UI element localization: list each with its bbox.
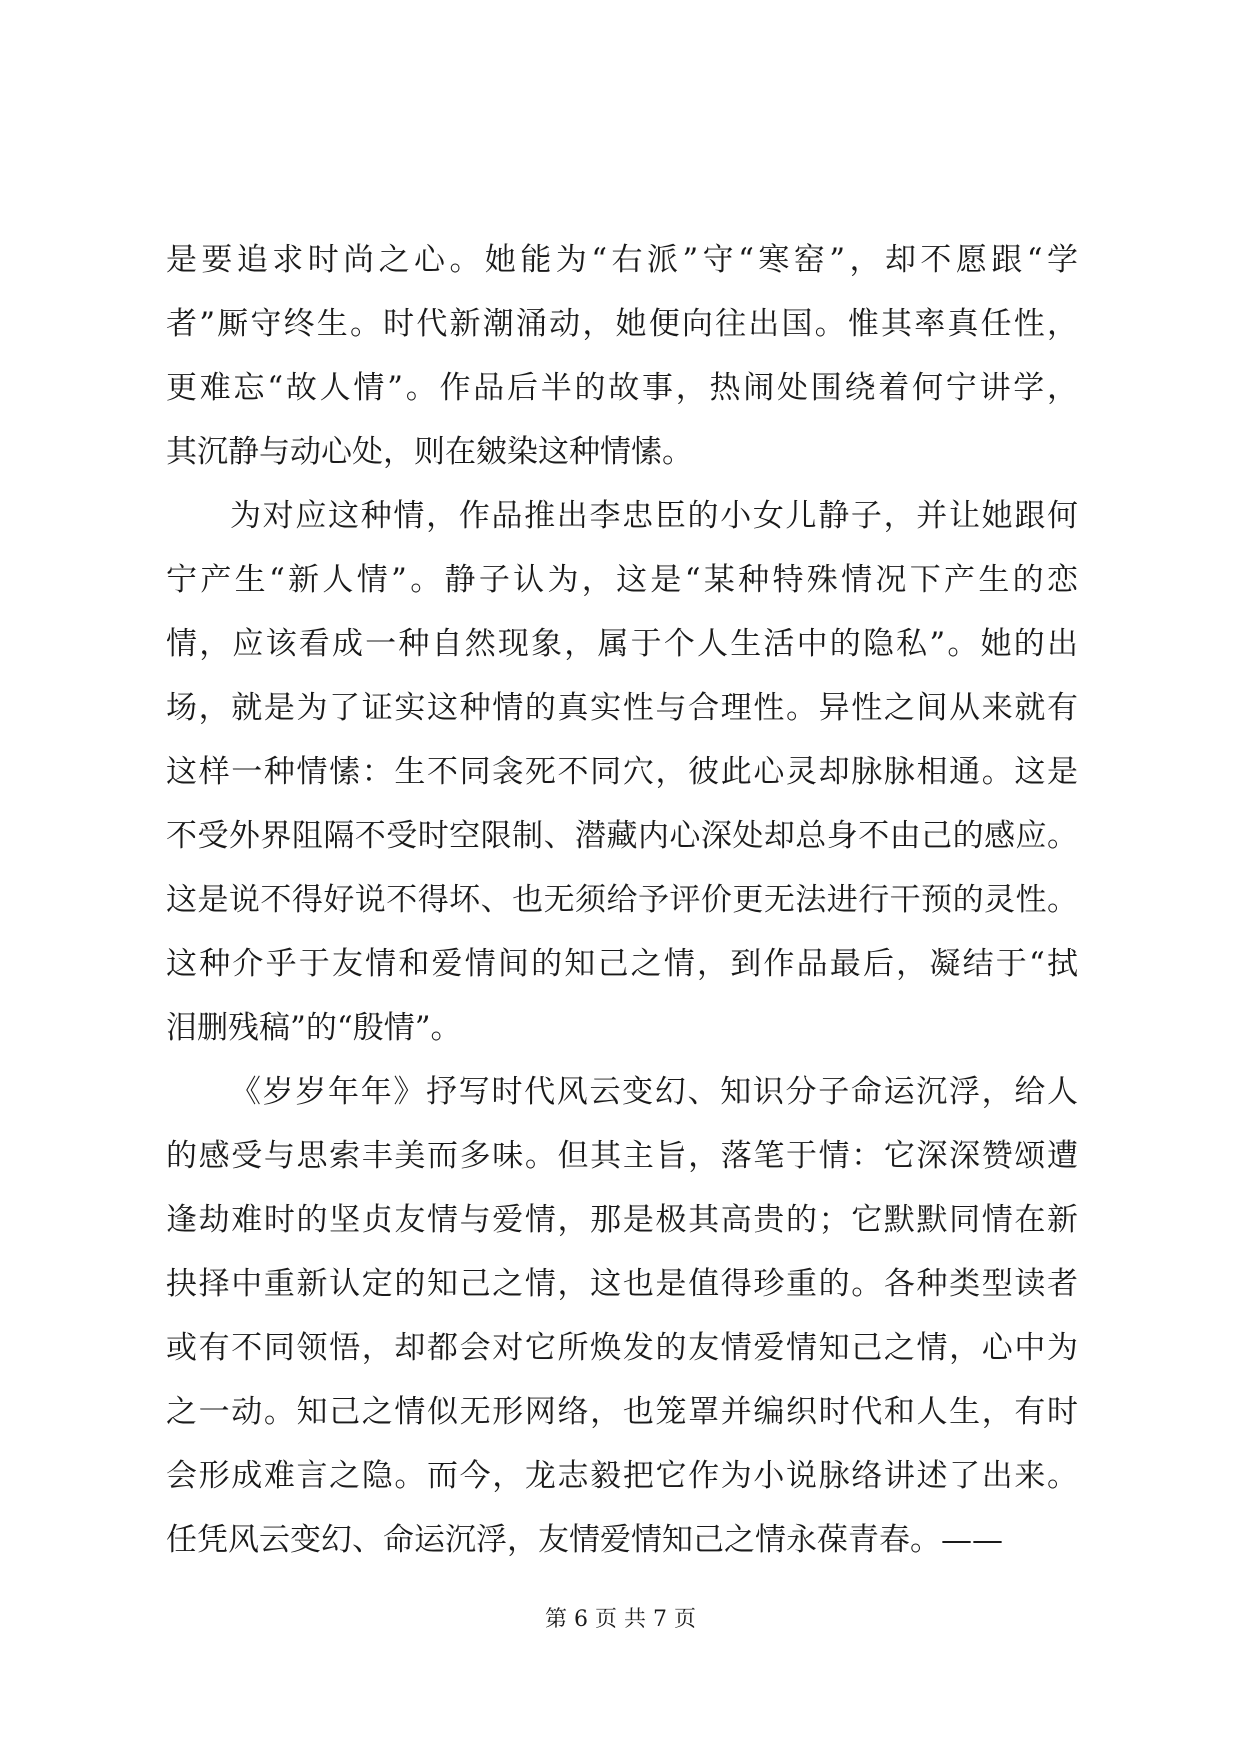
text-line: 的感受与思索丰美而多味。但其主旨，落笔于情：它深深赞颂遭 [166,1138,1078,1174]
text-line: 或有不同领悟，却都会对它所焕发的友情爱情知己之情，心中为 [166,1330,1078,1366]
text-line: 泪删残稿”的“殷情”。 [166,1010,462,1046]
text-line: 更难忘“故人情”。作品后半的故事，热闹处围绕着何宁讲学， [166,370,1078,406]
paragraph-continued [166,228,1078,484]
paragraph [166,484,1078,1060]
text-line: 这种介乎于友情和爱情间的知己之情，到作品最后，凝结于“拭 [166,946,1078,982]
text-line: 者”厮守终生。时代新潮涌动，她便向往出国。惟其率真任性， [166,306,1078,342]
page-number-footer: 第 6 页 共 7 页 [545,1607,696,1632]
text-line: 情，应该看成一种自然现象，属于个人生活中的隐私”。她的出 [166,626,1078,662]
paragraph [166,1060,1078,1572]
text-line: 宁产生“新人情”。静子认为，这是“某种特殊情况下产生的恋 [166,562,1078,598]
text-line: 抉择中重新认定的知己之情，这也是值得珍重的。各种类型读者 [166,1266,1078,1302]
text-line: 这样一种情愫：生不同衾死不同穴，彼此心灵却脉脉相通。这是 [166,754,1078,790]
text-line: 这是说不得好说不得坏、也无须给予评价更无法进行干预的灵性。 [166,882,1078,918]
document-body [166,228,1078,1572]
text-line: 《岁岁年年》抒写时代风云变幻、知识分子命运沉浮，给人 [230,1074,1078,1110]
text-line: 场，就是为了证实这种情的真实性与合理性。异性之间从来就有 [166,690,1078,726]
text-line: 逢劫难时的坚贞友情与爱情，那是极其高贵的；它默默同情在新 [166,1202,1078,1238]
text-line: 为对应这种情，作品推出李忠臣的小女儿静子，并让她跟何 [230,498,1078,534]
text-line: 会形成难言之隐。而今，龙志毅把它作为小说脉络讲述了出来。 [166,1458,1078,1494]
text-line: 任凭风云变幻、命运沉浮，友情爱情知己之情永葆青春。—— [166,1522,1003,1558]
text-line: 之一动。知己之情似无形网络，也笼罩并编织时代和人生，有时 [166,1394,1078,1430]
text-line: 不受外界阻隔不受时空限制、潜藏内心深处却总身不由己的感应。 [166,818,1078,854]
text-line: 其沉静与动心处，则在皴染这种情愫。 [166,434,693,470]
text-line: 是要追求时尚之心。她能为“右派”守“寒窑”，却不愿跟“学 [166,242,1078,278]
